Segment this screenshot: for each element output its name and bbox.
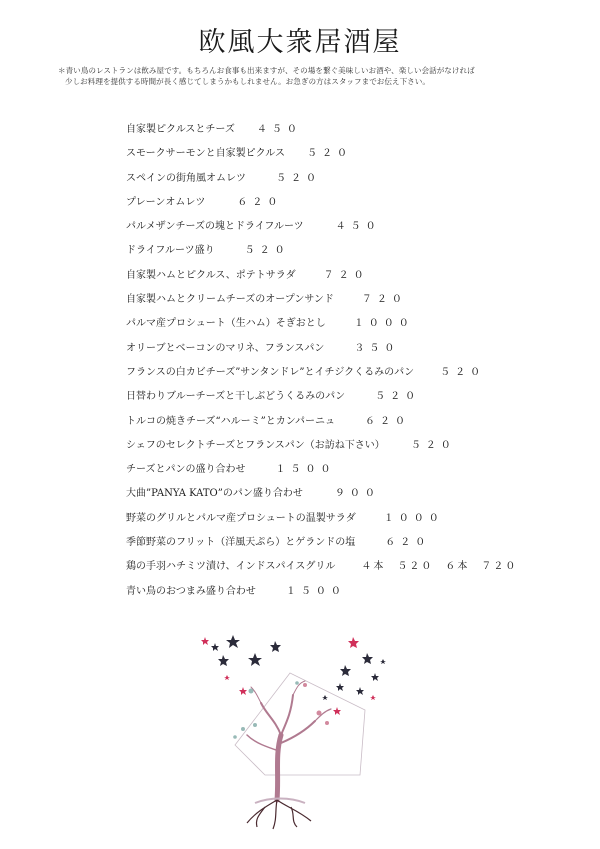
menu-item-name: スモークサーモンと自家製ピクルス bbox=[126, 148, 285, 160]
menu-item-price: ７２０ bbox=[361, 294, 407, 306]
menu-item bbox=[126, 460, 546, 484]
star-icon bbox=[370, 695, 376, 700]
menu-item-price: ６２０ bbox=[237, 196, 283, 208]
menu-item-price: １０００ bbox=[383, 512, 444, 524]
menu-item-name: 自家製ハムとピクルス、ポテトサラダ bbox=[126, 269, 296, 281]
menu-item-price: １０００ bbox=[353, 318, 414, 330]
star-icon bbox=[239, 687, 247, 695]
tree-and-stars-illustration bbox=[195, 625, 405, 830]
menu-item-name: 野菜のグリルとパルマ産プロシュートの温製サラダ bbox=[126, 512, 356, 524]
menu-item bbox=[126, 484, 546, 508]
menu-item-price: ６２０ bbox=[385, 537, 431, 549]
notice-text bbox=[58, 66, 548, 87]
menu-item-price: ４本 ５２０ ６本 ７２０ bbox=[361, 561, 518, 573]
star-icon bbox=[380, 659, 386, 664]
menu-item-name: 鶏の手羽ハチミツ漬け、インドスパイスグリル bbox=[126, 561, 336, 573]
star-icon bbox=[348, 637, 359, 648]
menu-item-name: オリーブとベーコンのマリネ、フランスパン bbox=[126, 342, 325, 354]
menu-item-price: ３５０ bbox=[354, 342, 400, 354]
menu-item-price: １５００ bbox=[275, 464, 336, 476]
menu-item-price: ５２０ bbox=[244, 245, 290, 257]
menu-item-price: ５２０ bbox=[410, 439, 456, 451]
roots bbox=[247, 800, 311, 829]
menu-item-price: ４５０ bbox=[335, 221, 381, 233]
menu-item-name: プレーンオムレツ bbox=[126, 196, 206, 208]
notice-line-2: 少しお料理を提供する時間が長く感じてしまうかもしれません。お急ぎの方はスタッフまでお伝え下さい。 bbox=[65, 76, 430, 86]
notice-line-1: ＊青い鳥のレストランは飲み屋です。もちろんお食事も出来ますが、その場を繋ぐ美味しいお酒や、楽しい会話がなければ bbox=[58, 66, 475, 75]
star-icon bbox=[356, 687, 364, 695]
menu-item bbox=[126, 169, 546, 193]
star-icon bbox=[362, 653, 373, 664]
menu-item-name: 自家製ハムとクリームチーズのオープンサンド bbox=[126, 294, 334, 306]
menu-item bbox=[126, 582, 546, 606]
menu-item bbox=[126, 266, 546, 290]
menu-item bbox=[126, 217, 546, 241]
menu-item-name: ドライフルーツ盛り bbox=[126, 245, 215, 257]
menu-item-name: 季節野菜のフリット（洋風天ぷら）とゲランドの塩 bbox=[126, 537, 356, 549]
menu-item bbox=[126, 363, 546, 387]
menu-item bbox=[126, 436, 546, 460]
star-icon bbox=[340, 665, 351, 676]
star-icon bbox=[218, 655, 229, 666]
menu-item-name: パルマ産プロシュート（生ハム）そぎおとし bbox=[126, 318, 326, 330]
menu-item-name: 自家製ピクルスとチーズ bbox=[126, 124, 235, 135]
menu-item-price: ４５０ bbox=[256, 124, 302, 135]
menu-item bbox=[126, 387, 546, 411]
menu-item bbox=[126, 557, 546, 581]
star-icon bbox=[226, 635, 240, 648]
menu-item-name: トルコの焼きチーズ“ハルーミ”とカンパーニュ bbox=[126, 415, 336, 427]
pink-stars bbox=[201, 637, 376, 715]
menu-item-price: ５２０ bbox=[276, 172, 321, 184]
star-icon bbox=[322, 695, 328, 700]
menu-item-price: ５２０ bbox=[307, 148, 352, 160]
menu-item-price: ５２０ bbox=[375, 391, 421, 403]
menu-item bbox=[126, 193, 546, 217]
menu-item-name: フランスの白カビチーズ”サンタンドレ”とイチジクくるみのパン bbox=[126, 366, 415, 378]
menu-item-name: スペインの街角風オムレツ bbox=[126, 172, 246, 184]
pink-leaves bbox=[303, 683, 329, 725]
tree bbox=[247, 681, 331, 800]
menu-item bbox=[126, 339, 546, 363]
menu-item-price: ６２０ bbox=[365, 415, 411, 427]
menu-item-name: 青い鳥のおつまみ盛り合わせ bbox=[126, 585, 256, 597]
menu-item bbox=[126, 509, 546, 533]
menu-item-price: ７２０ bbox=[323, 269, 369, 281]
menu-item-name: シェフのセレクトチーズとフランスパン（お訪ね下さい） bbox=[126, 439, 385, 451]
star-icon bbox=[333, 707, 341, 715]
menu-item-price: ５２０ bbox=[440, 366, 486, 378]
menu-item-name: パルメザンチーズの塊とドライフルーツ bbox=[126, 221, 304, 233]
menu-item-name: 大曲”PANYA KATO”のパン盛り合わせ bbox=[126, 488, 303, 500]
menu-list bbox=[126, 120, 546, 606]
menu-item-price: ９００ bbox=[334, 488, 380, 500]
star-icon bbox=[201, 637, 209, 645]
menu-item-name: チーズとパンの盛り合わせ bbox=[126, 464, 246, 476]
menu-item bbox=[126, 144, 546, 168]
menu-item bbox=[126, 314, 546, 338]
menu-item bbox=[126, 120, 546, 144]
page-title: 欧風大衆居酒屋 bbox=[198, 27, 402, 58]
star-icon bbox=[248, 653, 262, 666]
star-icon bbox=[336, 683, 344, 691]
menu-item-name: 日替わりブルーチーズと干しぶどうくるみのパン bbox=[126, 391, 346, 403]
star-icon bbox=[211, 643, 219, 651]
star-icon bbox=[270, 641, 281, 652]
menu-item bbox=[126, 290, 546, 314]
menu-item bbox=[126, 412, 546, 436]
star-icon bbox=[371, 673, 379, 681]
star-icon bbox=[224, 675, 230, 680]
menu-item bbox=[126, 533, 546, 557]
menu-item bbox=[126, 241, 546, 265]
stars bbox=[211, 635, 386, 700]
menu-item-price: １５００ bbox=[285, 585, 346, 597]
